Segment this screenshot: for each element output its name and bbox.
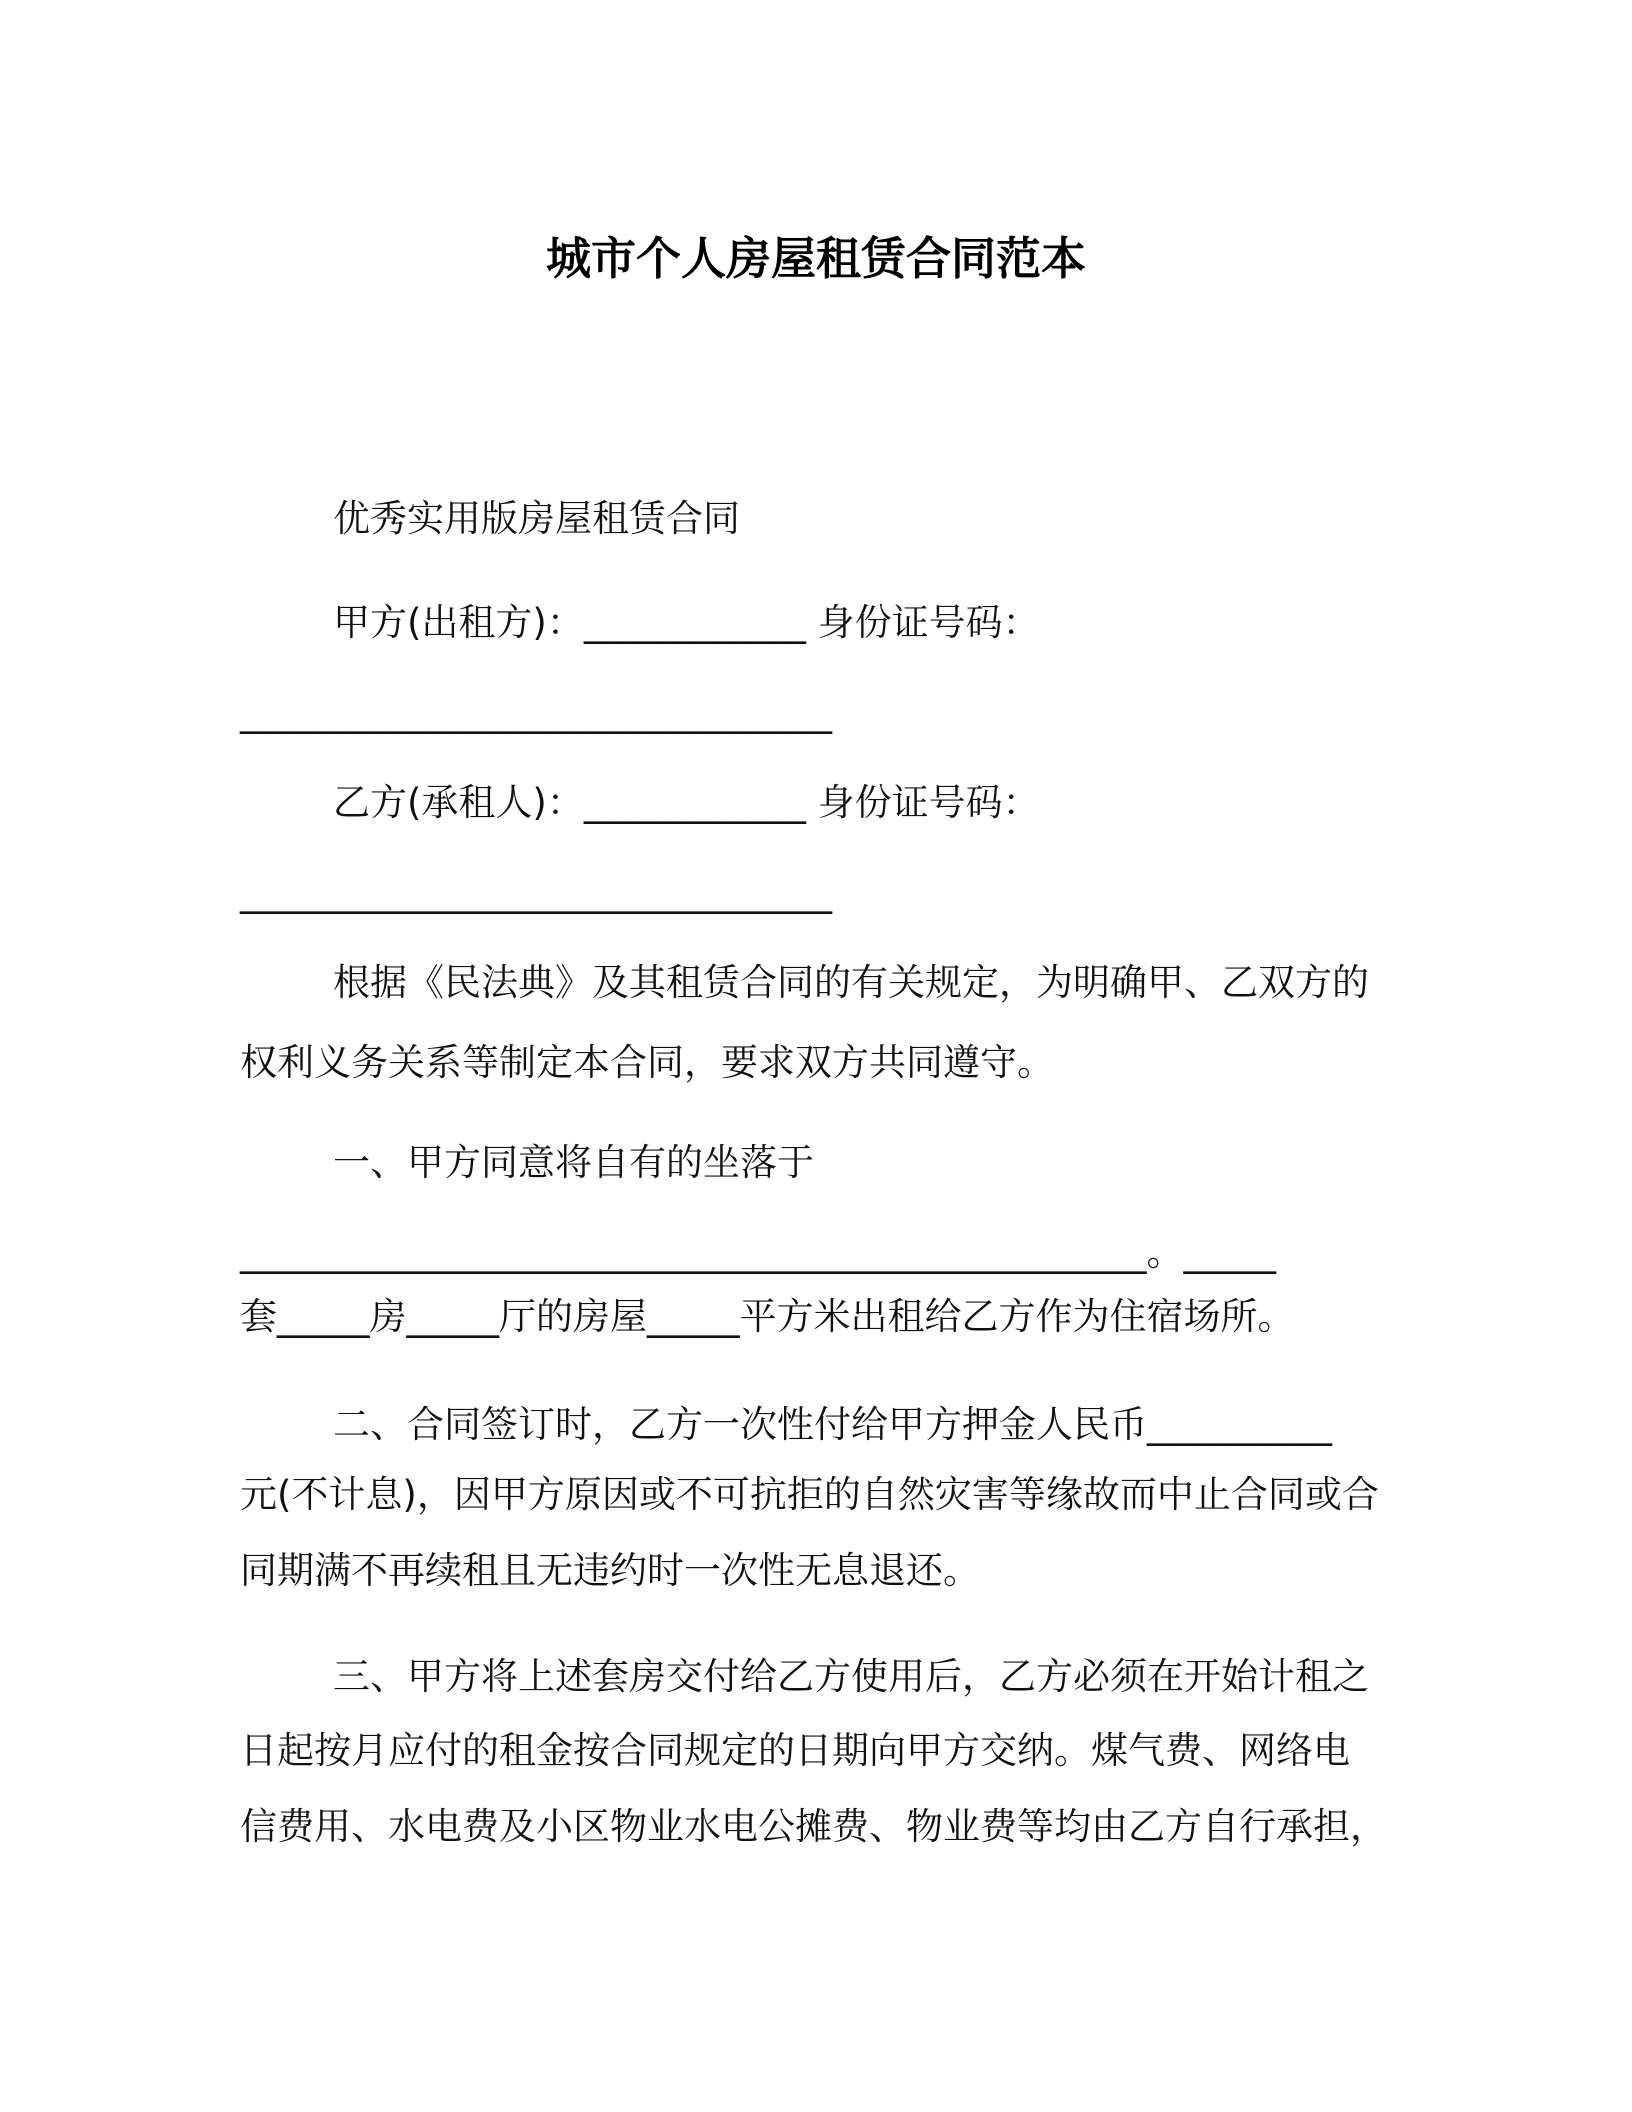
party-b-id-blank: ________________________________ [240, 871, 832, 914]
document-subtitle: 优秀实用版房屋租赁合同 [333, 497, 740, 540]
clause-1-line-3: 套_____房_____厅的房屋_____平方米出租给乙方作为住宿场所。 [240, 1295, 1295, 1338]
party-b-line: 乙方(承租人)：____________ 身份证号码： [333, 781, 1040, 824]
clause-2-line-2: 元(不计息)，因甲方原因或不可抗拒的自然灾害等缘故而中止合同或合 [240, 1473, 1379, 1516]
clause-2-line-3: 同期满不再续租且无违约时一次性无息退还。 [240, 1549, 980, 1592]
clause-3-line-3: 信费用、水电费及小区物业水电公摊费、物业费等均由乙方自行承担， [240, 1805, 1387, 1848]
intro-paragraph-line-2: 权利义务关系等制定本合同，要求双方共同遵守。 [240, 1041, 1054, 1084]
clause-2-line-1: 二、合同签订时，乙方一次性付给甲方押金人民币__________ [333, 1403, 1332, 1446]
party-a-id-blank: ________________________________ [240, 691, 832, 734]
clause-3-line-1: 三、甲方将上述套房交付给乙方使用后，乙方必须在开始计租之 [333, 1655, 1369, 1698]
clause-1-line-2: _________________________________________________。_____ [240, 1231, 1276, 1274]
party-a-line: 甲方(出租方)：____________ 身份证号码： [333, 601, 1040, 644]
clause-3-line-2: 日起按月应付的租金按合同规定的日期向甲方交纳。煤气费、网络电 [240, 1729, 1350, 1772]
document-title: 城市个人房屋租赁合同范本 [545, 232, 1086, 285]
clause-1-line-1: 一、甲方同意将自有的坐落于 [333, 1141, 814, 1184]
intro-paragraph-line-1: 根据《民法典》及其租赁合同的有关规定，为明确甲、乙双方的 [333, 961, 1369, 1004]
